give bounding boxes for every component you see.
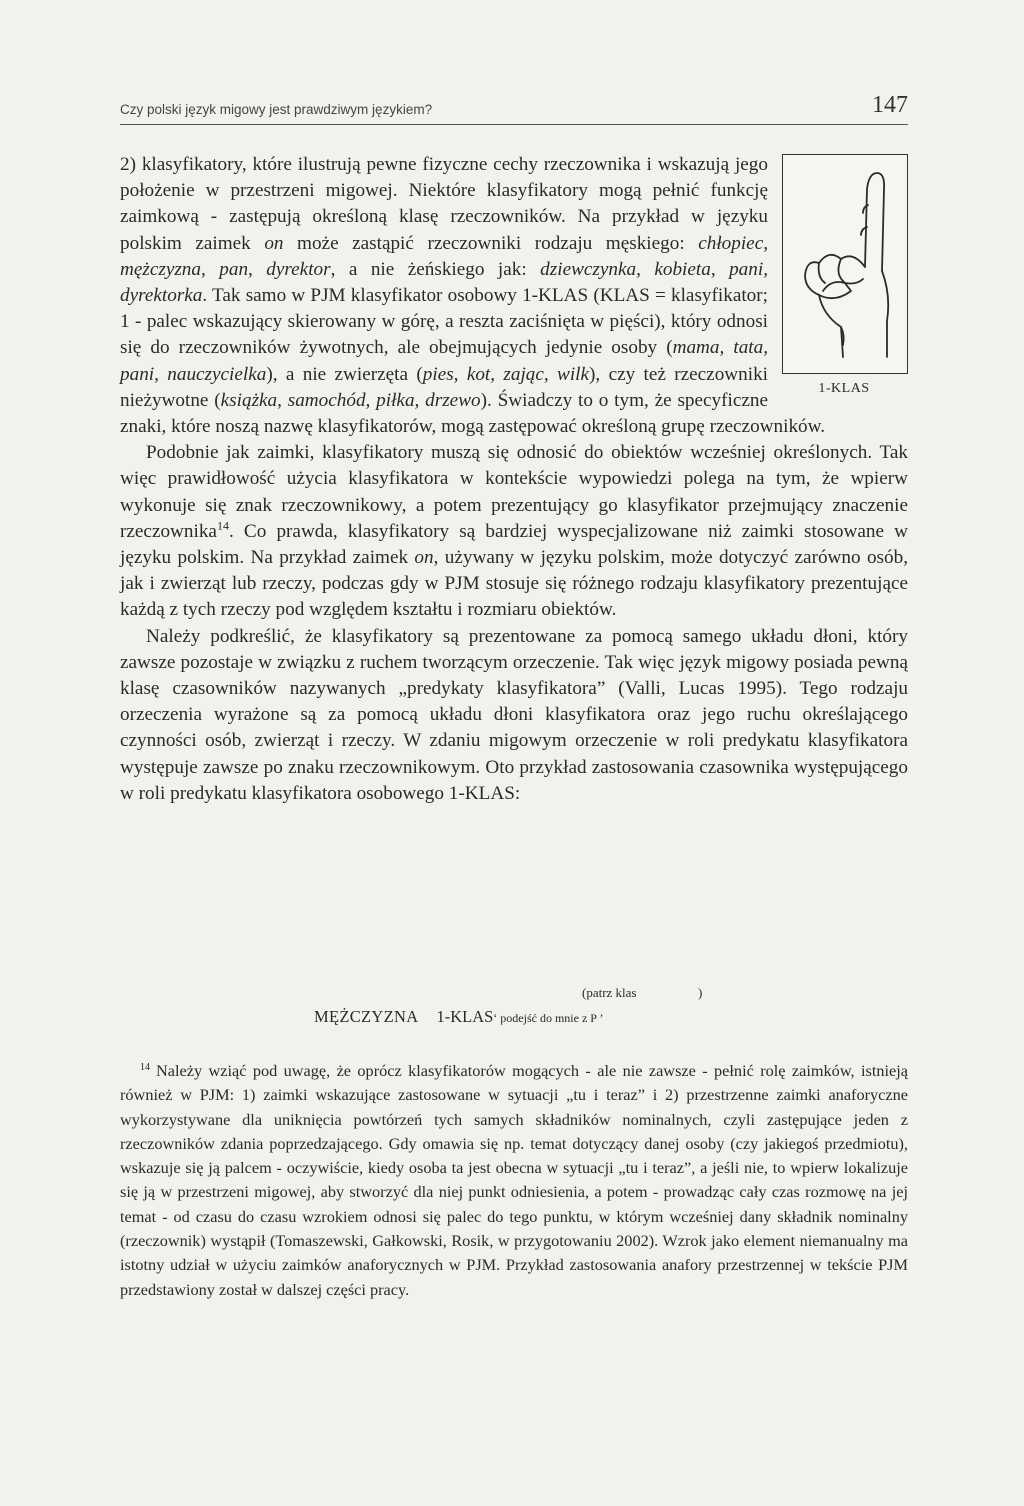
paragraph-2: Podobnie jak zaimki, klasyfikatory muszą się odnosić do obiektów wcześniej określonych. Tak więc prawidłowość użycia klasyfikatora w kontekście wypowiedzi polega na tym, że wpierw wykonuje się znak rzeczownikowy, a potem prezentujący go klasyfikator przejmujący znaczenie rzeczownika$^{14}$. Co prawda, klasyfikatory są bardziej wyspecjalizowane niż zaimki stosowane w języku polskim. Na przykład zaimek on, używany w języku polskim, może dotyczyć zarówno osób, jak i zwierząt lub rzeczy, podczas gdy w PJM stosuje się różnego rodzaju klasyfikatory prezentujące każdą z tych rzeczy pod względem kształtu i rozmiaru obiektów. [120, 442, 908, 621]
example-sentence [120, 985, 908, 1035]
gloss-translation: ‘ podejść do mnie z P ’ [493, 1011, 604, 1025]
footnote-mark: 14 [140, 1061, 150, 1073]
paragraph-1: 2) klasyfikatory, które ilustrują pewne fizyczne cechy rzeczownika i wskazują jego położenie w przestrzeni migowej. Niektóre klasyfikatory mogą pełnić funkcję zaimkową - zastępują określoną klasę rzeczowników. Na przykład w języku polskim zaimek on może zastąpić rzeczowniki rodzaju męskiego: chłopiec, mężczyzna, pan, dyrektor, a nie żeńskiego jak: dziewczynka, kobieta, pani, dyrektorka. Tak samo w PJM klasyfikator osobowy 1-KLAS (KLAS = klasyfikator; 1 - palec wskazujący skierowany w górę, a reszta zaciśnięta w pięści), który odnosi się do rzeczowników żywotnych, ale obejmujących jedynie osoby (mama, tata, pani, nauczycielka), a nie zwierzęta (pies, kot, zając, wilk), czy też rzeczowniki nieżywotne (książka, samochód, piłka, drzewo). Świadczy to o tym, że specyficzne znaki, które noszą nazwę klasyfikatorów, mogą zastępować określoną grupę rzeczowników. [120, 154, 826, 438]
main-text [120, 152, 908, 807]
running-header [120, 92, 908, 125]
footnote-text: Należy wziąć pod uwagę, że oprócz klasyfikatorów mogących - ale nie zawsze - pełnić rolę zaimków, istnieją również w PJM: 1) zaimki wskazujące zastosowane w sytuacji „tu i teraz” i 2) przestrzenne zaimki anaforyczne wykorzystywane dla uniknięcia powtórzeń tych samych składników nominalnych, czyli zastępujące jeden z rzeczowników zdania poprzedzającego. Gdy omawia się np. temat dotyczący danej osoby (czy jakiegoś przedmiotu), wskazuje się ją palcem - oczywiście, kiedy osoba ta jest obecna w sytuacji „tu i teraz”, a jeśli nie, to wpierw lokalizuje się ją w przestrzeni migowej, aby stworzyć dla niej punkt odniesienia, a potem - prowadząc cały czas rozmowę na jej temat - od czasu do czasu wzrokiem odnosi się palec do tego punktu, w którym wcześniej dany składnik nominalny (rzeczownik) wystąpił (Tomaszewski, Gałkowski, Rosik, w przygotowaniu 2002). Wzrok jako element niemanualny ma istotny udział w użyciu zaimków anaforycznych w PJM. Przykład zastosowania anafory przestrzennej w tekście PJM przedstawiony został w dalszej części pracy. [120, 1061, 908, 1299]
example-note-close: ) [698, 985, 703, 1000]
figure-caption: 1-KLAS [818, 381, 870, 396]
gloss-line [314, 1007, 604, 1027]
page-number: 147 [872, 92, 908, 118]
example-note: (patrz klas [582, 985, 637, 1000]
sign-mezczyzna: MĘŻCZYZNA [314, 1007, 419, 1026]
figure-frame [782, 154, 908, 374]
classifier-figure [782, 154, 908, 399]
index-finger-up-hand-icon [783, 155, 907, 373]
footnote-14 [120, 1059, 908, 1302]
footnote-ref: 14 [216, 518, 229, 533]
paragraph-3: Należy podkreślić, że klasyfikatory są prezentowane za pomocą samego układu dłoni, który zawsze pozostaje w związku z ruchem tworzącym orzeczenie. Tak więc język migowy posiada pewną klasę czasowników nazywanych „predykaty klasyfikatora” (Valli, Lucas 1995). Tego rodzaju orzeczenia wyrażone są za pomocą układu dłoni klasyfikatora oraz jego ruchu określającego czynności osób, zwierząt i rzeczy. W zdaniu migowym orzeczenie w roli predykatu klasyfikatora występuje zawsze po znaku rzeczownikowym. Oto przykład zastosowania czasownika występującego w roli predykatu klasyfikatora osobowego 1-KLAS: [120, 625, 908, 804]
header-title: Czy polski język migowy jest prawdziwym językiem? [120, 102, 433, 117]
sign-1-klas: 1-KLAS [436, 1007, 494, 1026]
